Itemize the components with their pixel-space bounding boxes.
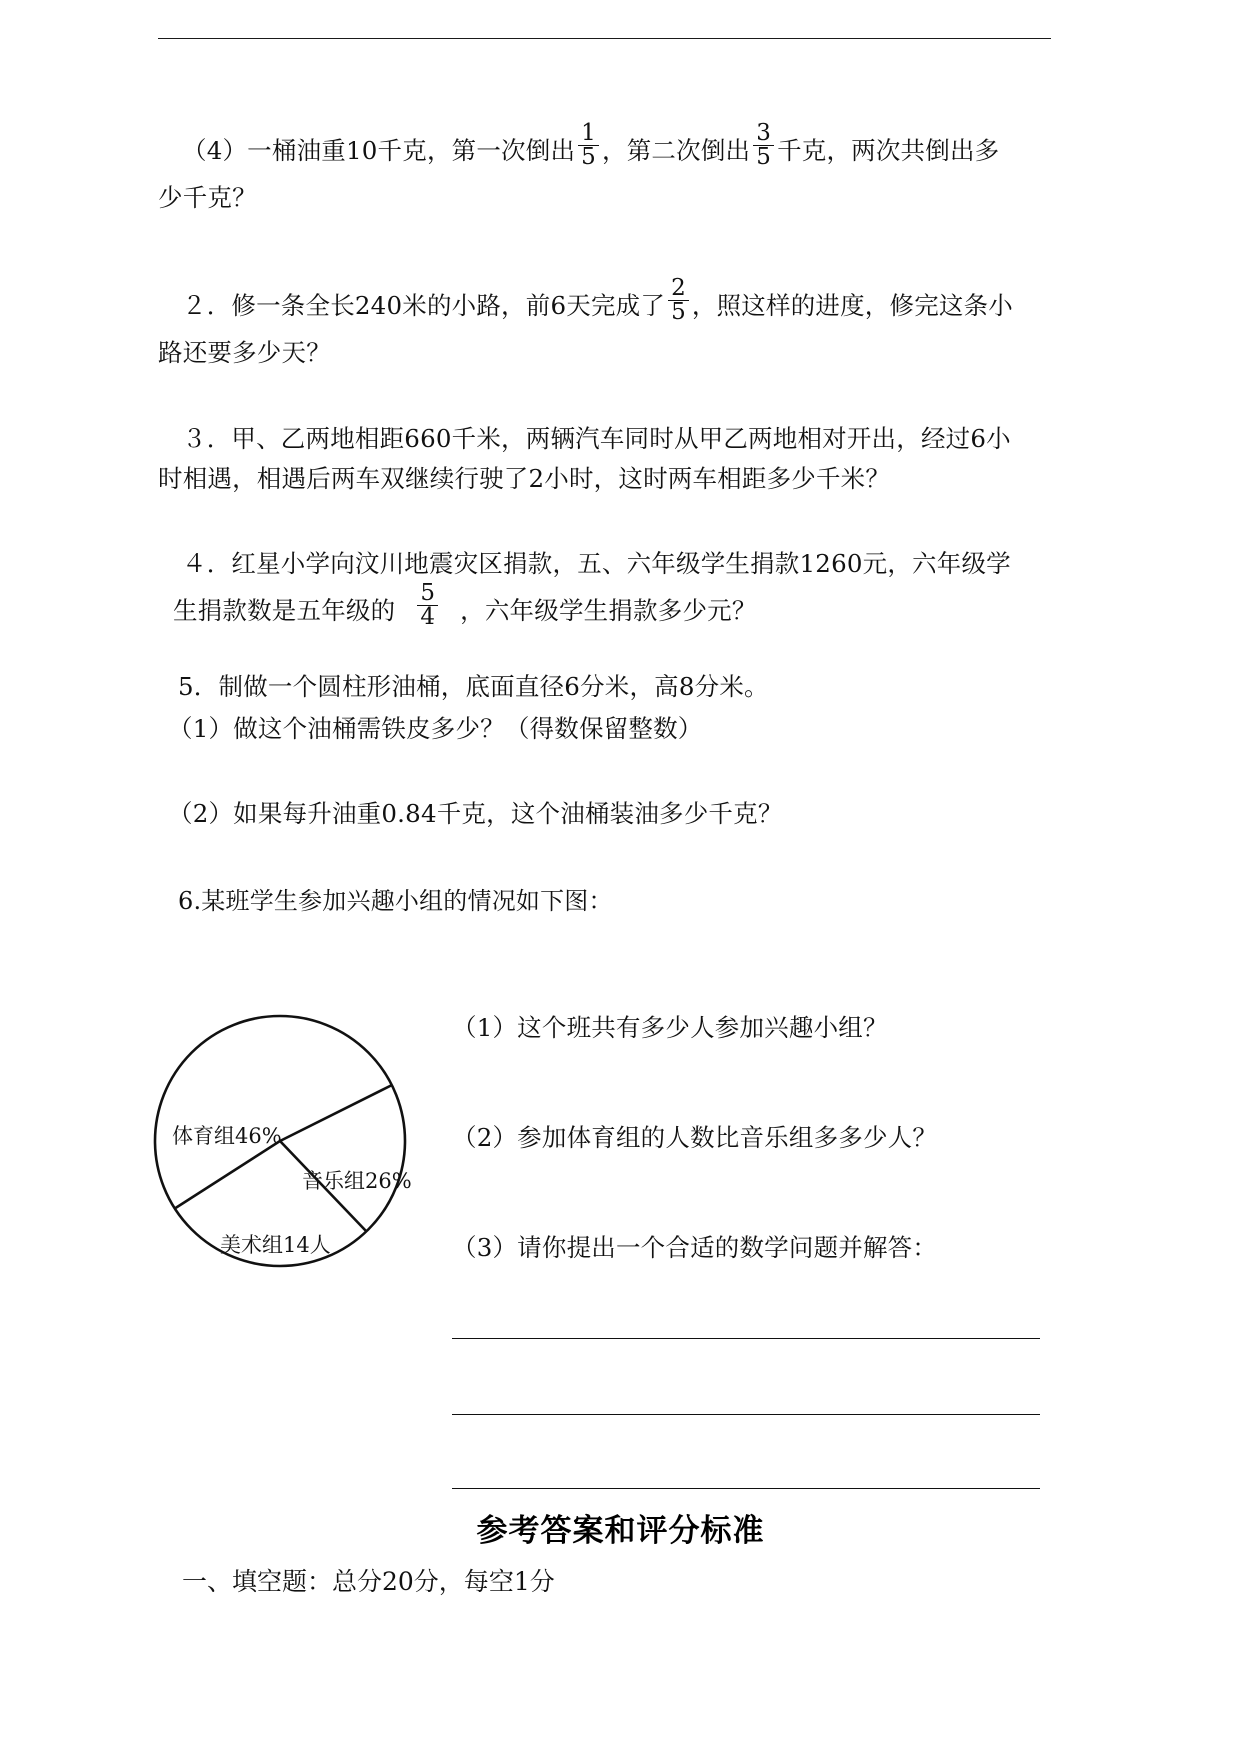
question-4-text-c: 千克，两次共倒出多 <box>777 135 1000 165</box>
answer-section-subtitle: 一、填空题：总分20分，每空1分 <box>182 1567 555 1596</box>
question-4-line2 <box>173 579 757 636</box>
question-4-text-b: ，第二次倒出 <box>602 135 751 165</box>
question-6-sub1: （1）这个班共有多少人参加兴趣小组？ <box>452 1013 888 1042</box>
fraction-numerator: 5 <box>417 582 438 606</box>
question-2-line2: 路还要多少天？ <box>158 338 331 367</box>
question-3-line2: 时相遇，相遇后两车双继续行驶了2小时，这时两车相距多少千米？ <box>158 464 891 493</box>
fraction-denominator: 5 <box>756 144 772 171</box>
question-4b-text-a: 生捐款数是五年级的 <box>173 595 396 625</box>
answer-blank-line-3[interactable] <box>452 1488 1040 1489</box>
question-3-line1: ３．甲、乙两地相距660千米，两辆汽车同时从甲乙两地相对开出，经过6小 <box>182 424 1011 453</box>
question-4-paren-line1 <box>182 119 1000 176</box>
header-rule <box>158 38 1051 39</box>
fraction-five-fourths <box>417 579 438 631</box>
fraction-three-fifths <box>753 119 774 171</box>
question-4-line1: ４．红星小学向汶川地震灾区捐款，五、六年级学生捐款1260元，六年级学 <box>182 549 1011 578</box>
fraction-denominator: 4 <box>420 604 436 631</box>
fraction-two-fifths <box>668 274 689 326</box>
question-4b-text-b: ，六年级学生捐款多少元？ <box>460 595 757 625</box>
fraction-numerator: 1 <box>578 122 599 146</box>
fraction-numerator: 3 <box>753 122 774 146</box>
pie-label-sport: 体育组46% <box>172 1124 282 1148</box>
question-2-line1 <box>182 274 1014 331</box>
fraction-denominator: 5 <box>671 299 686 326</box>
fraction-one-fifth <box>578 119 599 171</box>
question-6-sub3: （3）请你提出一个合适的数学问题并解答： <box>452 1233 938 1262</box>
fraction-denominator: 5 <box>581 144 597 171</box>
pie-label-music: 音乐组26% <box>302 1169 412 1193</box>
answer-blank-line-1[interactable] <box>452 1338 1040 1339</box>
answer-section-title: 参考答案和评分标准 <box>476 1513 765 1549</box>
pie-label-art: 美术组14人 <box>220 1233 331 1257</box>
question-5-sub1: （1）做这个油桶需铁皮多少？（得数保留整数） <box>168 714 703 743</box>
fraction-numerator: 2 <box>668 277 689 301</box>
question-6-sub2: （2）参加体育组的人数比音乐组多多少人？ <box>452 1123 938 1152</box>
answer-blank-line-2[interactable] <box>452 1414 1040 1415</box>
interest-group-pie-chart <box>152 1013 412 1269</box>
question-5-line1: 5．制做一个圆柱形油桶，底面直径6分米，高8分米。 <box>178 672 769 701</box>
question-2-text-a: ２．修一条全长240米的小路，前6天完成了 <box>182 290 666 320</box>
question-6-stem: 6.某班学生参加兴趣小组的情况如下图： <box>178 887 613 915</box>
question-5-sub2: （2）如果每升油重0.84千克，这个油桶装油多少千克？ <box>168 799 783 828</box>
question-4-text-a: （4）一桶油重10千克，第一次倒出 <box>182 135 576 165</box>
question-4-paren-line2: 少千克？ <box>158 183 257 212</box>
question-2-text-b: ，照这样的进度，修完这条小 <box>691 290 1014 320</box>
